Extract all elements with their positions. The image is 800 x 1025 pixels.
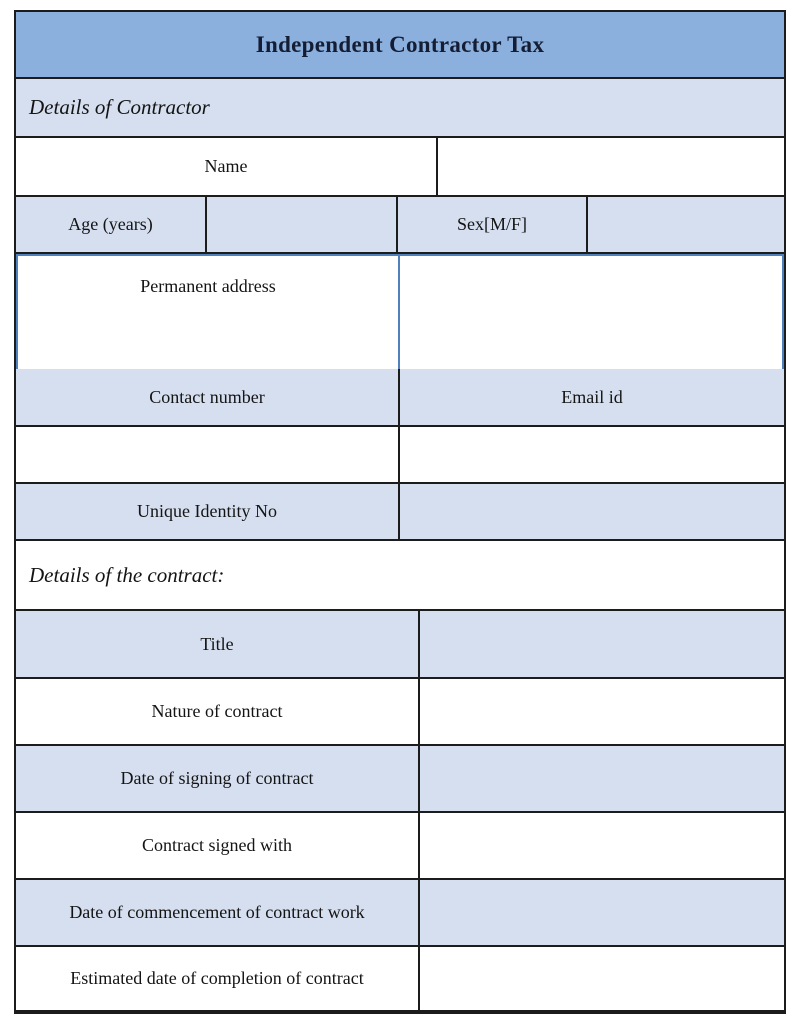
identity-label-cell: [16, 484, 400, 539]
email-label-cell: [400, 369, 784, 425]
signing-date-label-cell: [16, 746, 420, 811]
signed-with-row: [16, 813, 784, 880]
age-input[interactable]: [207, 197, 398, 252]
section-heading-contractor-text: Details of Contractor: [29, 95, 210, 119]
address-label: Permanent address: [140, 276, 276, 296]
name-row: [16, 138, 784, 197]
signing-date-input[interactable]: [420, 746, 784, 811]
signed-with-input[interactable]: [420, 813, 784, 878]
completion-input[interactable]: [420, 947, 784, 1010]
contract-title-input[interactable]: [420, 611, 784, 677]
identity-row: [16, 484, 784, 541]
section-heading-contractor: [16, 79, 784, 138]
form-title: Independent Contractor Tax: [255, 31, 545, 57]
contact-input[interactable]: [16, 427, 400, 482]
address-input[interactable]: [400, 256, 782, 369]
signed-with-label: Contract signed with: [142, 835, 292, 855]
nature-label-cell: [16, 679, 420, 744]
contract-title-label-cell: [16, 611, 420, 677]
commencement-label-cell: [16, 880, 420, 945]
commencement-row: [16, 880, 784, 947]
age-sex-row: [16, 197, 784, 254]
section-heading-contract: [16, 541, 784, 611]
form-header: [16, 12, 784, 79]
signing-date-label: Date of signing of contract: [120, 768, 314, 788]
age-label-cell: [16, 197, 207, 252]
completion-row: [16, 947, 784, 1010]
commencement-label: Date of commencement of contract work: [69, 902, 365, 922]
email-input[interactable]: [400, 427, 784, 482]
commencement-input[interactable]: [420, 880, 784, 945]
completion-label-cell: [16, 947, 420, 1010]
contract-title-label: Title: [200, 633, 234, 654]
age-label: Age (years): [68, 214, 153, 234]
contact-email-input-row: [16, 427, 784, 484]
sex-input[interactable]: [588, 197, 784, 252]
section-heading-contract-text: Details of the contract:: [29, 562, 225, 587]
name-input[interactable]: [438, 138, 784, 195]
permanent-address-row: [16, 254, 784, 369]
identity-label: Unique Identity No: [137, 501, 277, 521]
completion-label: Estimated date of completion of contract: [70, 968, 364, 988]
nature-label: Nature of contract: [151, 701, 283, 721]
name-label: Name: [204, 156, 248, 176]
sex-label-cell: [398, 197, 588, 252]
contact-label-cell: [16, 369, 400, 425]
contact-email-label-row: [16, 369, 784, 427]
email-label: Email id: [561, 386, 623, 407]
contractor-tax-form: [14, 10, 786, 1014]
nature-input[interactable]: [420, 679, 784, 744]
signed-with-label-cell: [16, 813, 420, 878]
identity-input[interactable]: [400, 484, 784, 539]
sex-label: Sex[M/F]: [456, 214, 527, 234]
signing-date-row: [16, 746, 784, 813]
name-label-cell: [16, 138, 438, 195]
nature-row: [16, 679, 784, 746]
contact-label: Contact number: [149, 386, 265, 407]
address-label-cell: [18, 256, 400, 369]
contract-title-row: [16, 611, 784, 679]
